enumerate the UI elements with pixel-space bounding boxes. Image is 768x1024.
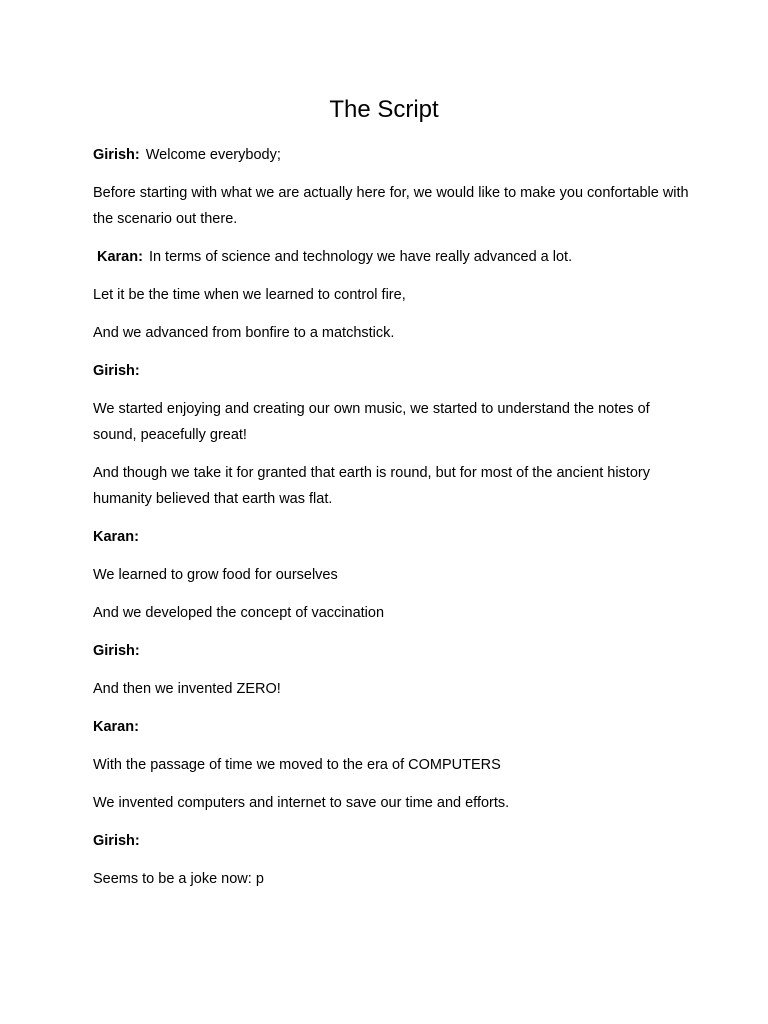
dialogue-text: Welcome everybody; [145,147,281,163]
script-body [93,142,693,904]
dialogue-text: We invented computers and internet to save our time and efforts. [93,795,510,811]
dialogue-text: In terms of science and technology we have really advanced a lot. [148,249,573,265]
paragraph [93,282,693,308]
paragraph [93,790,693,816]
speaker-label: Karan: [93,719,139,735]
paragraph [93,828,693,854]
dialogue-text: We started enjoying and creating our own music, we started to understand the notes of sound, peacefully great! [93,401,650,443]
paragraph [93,524,693,550]
paragraph [93,752,693,778]
dialogue-text: Seems to be a joke now: p [93,871,264,887]
speaker-label: Girish: [93,833,140,849]
paragraph [93,358,693,384]
speaker-label: Karan: [93,529,139,545]
dialogue-text: And then we invented ZERO! [93,681,281,697]
dialogue-text: Before starting with what we are actually here for, we would like to make you confortable with the scenario out there. [93,185,689,227]
speaker-label: Girish: [93,643,140,659]
paragraph [93,676,693,702]
paragraph [93,866,693,892]
dialogue-text: With the passage of time we moved to the era of COMPUTERS [93,757,501,773]
dialogue-text: And we developed the concept of vaccination [93,605,385,621]
speaker-label: Karan: [97,249,143,265]
speaker-label: Girish: [93,147,140,163]
paragraph [93,714,693,740]
paragraph [93,638,693,664]
paragraph [93,396,693,448]
dialogue-text: And we advanced from bonfire to a matchstick. [93,325,395,341]
paragraph [93,600,693,626]
document-title: The Script [329,96,439,123]
paragraph [93,320,693,346]
paragraph [93,562,693,588]
speaker-label: Girish: [93,363,140,379]
dialogue-text: We learned to grow food for ourselves [93,567,338,583]
dialogue-text: And though we take it for granted that earth is round, but for most of the ancient history humanity believed that earth was flat. [93,465,650,507]
paragraph [93,460,693,512]
paragraph [93,142,693,168]
paragraph [93,244,693,270]
paragraph [93,180,693,232]
dialogue-text: Let it be the time when we learned to control fire, [93,287,406,303]
